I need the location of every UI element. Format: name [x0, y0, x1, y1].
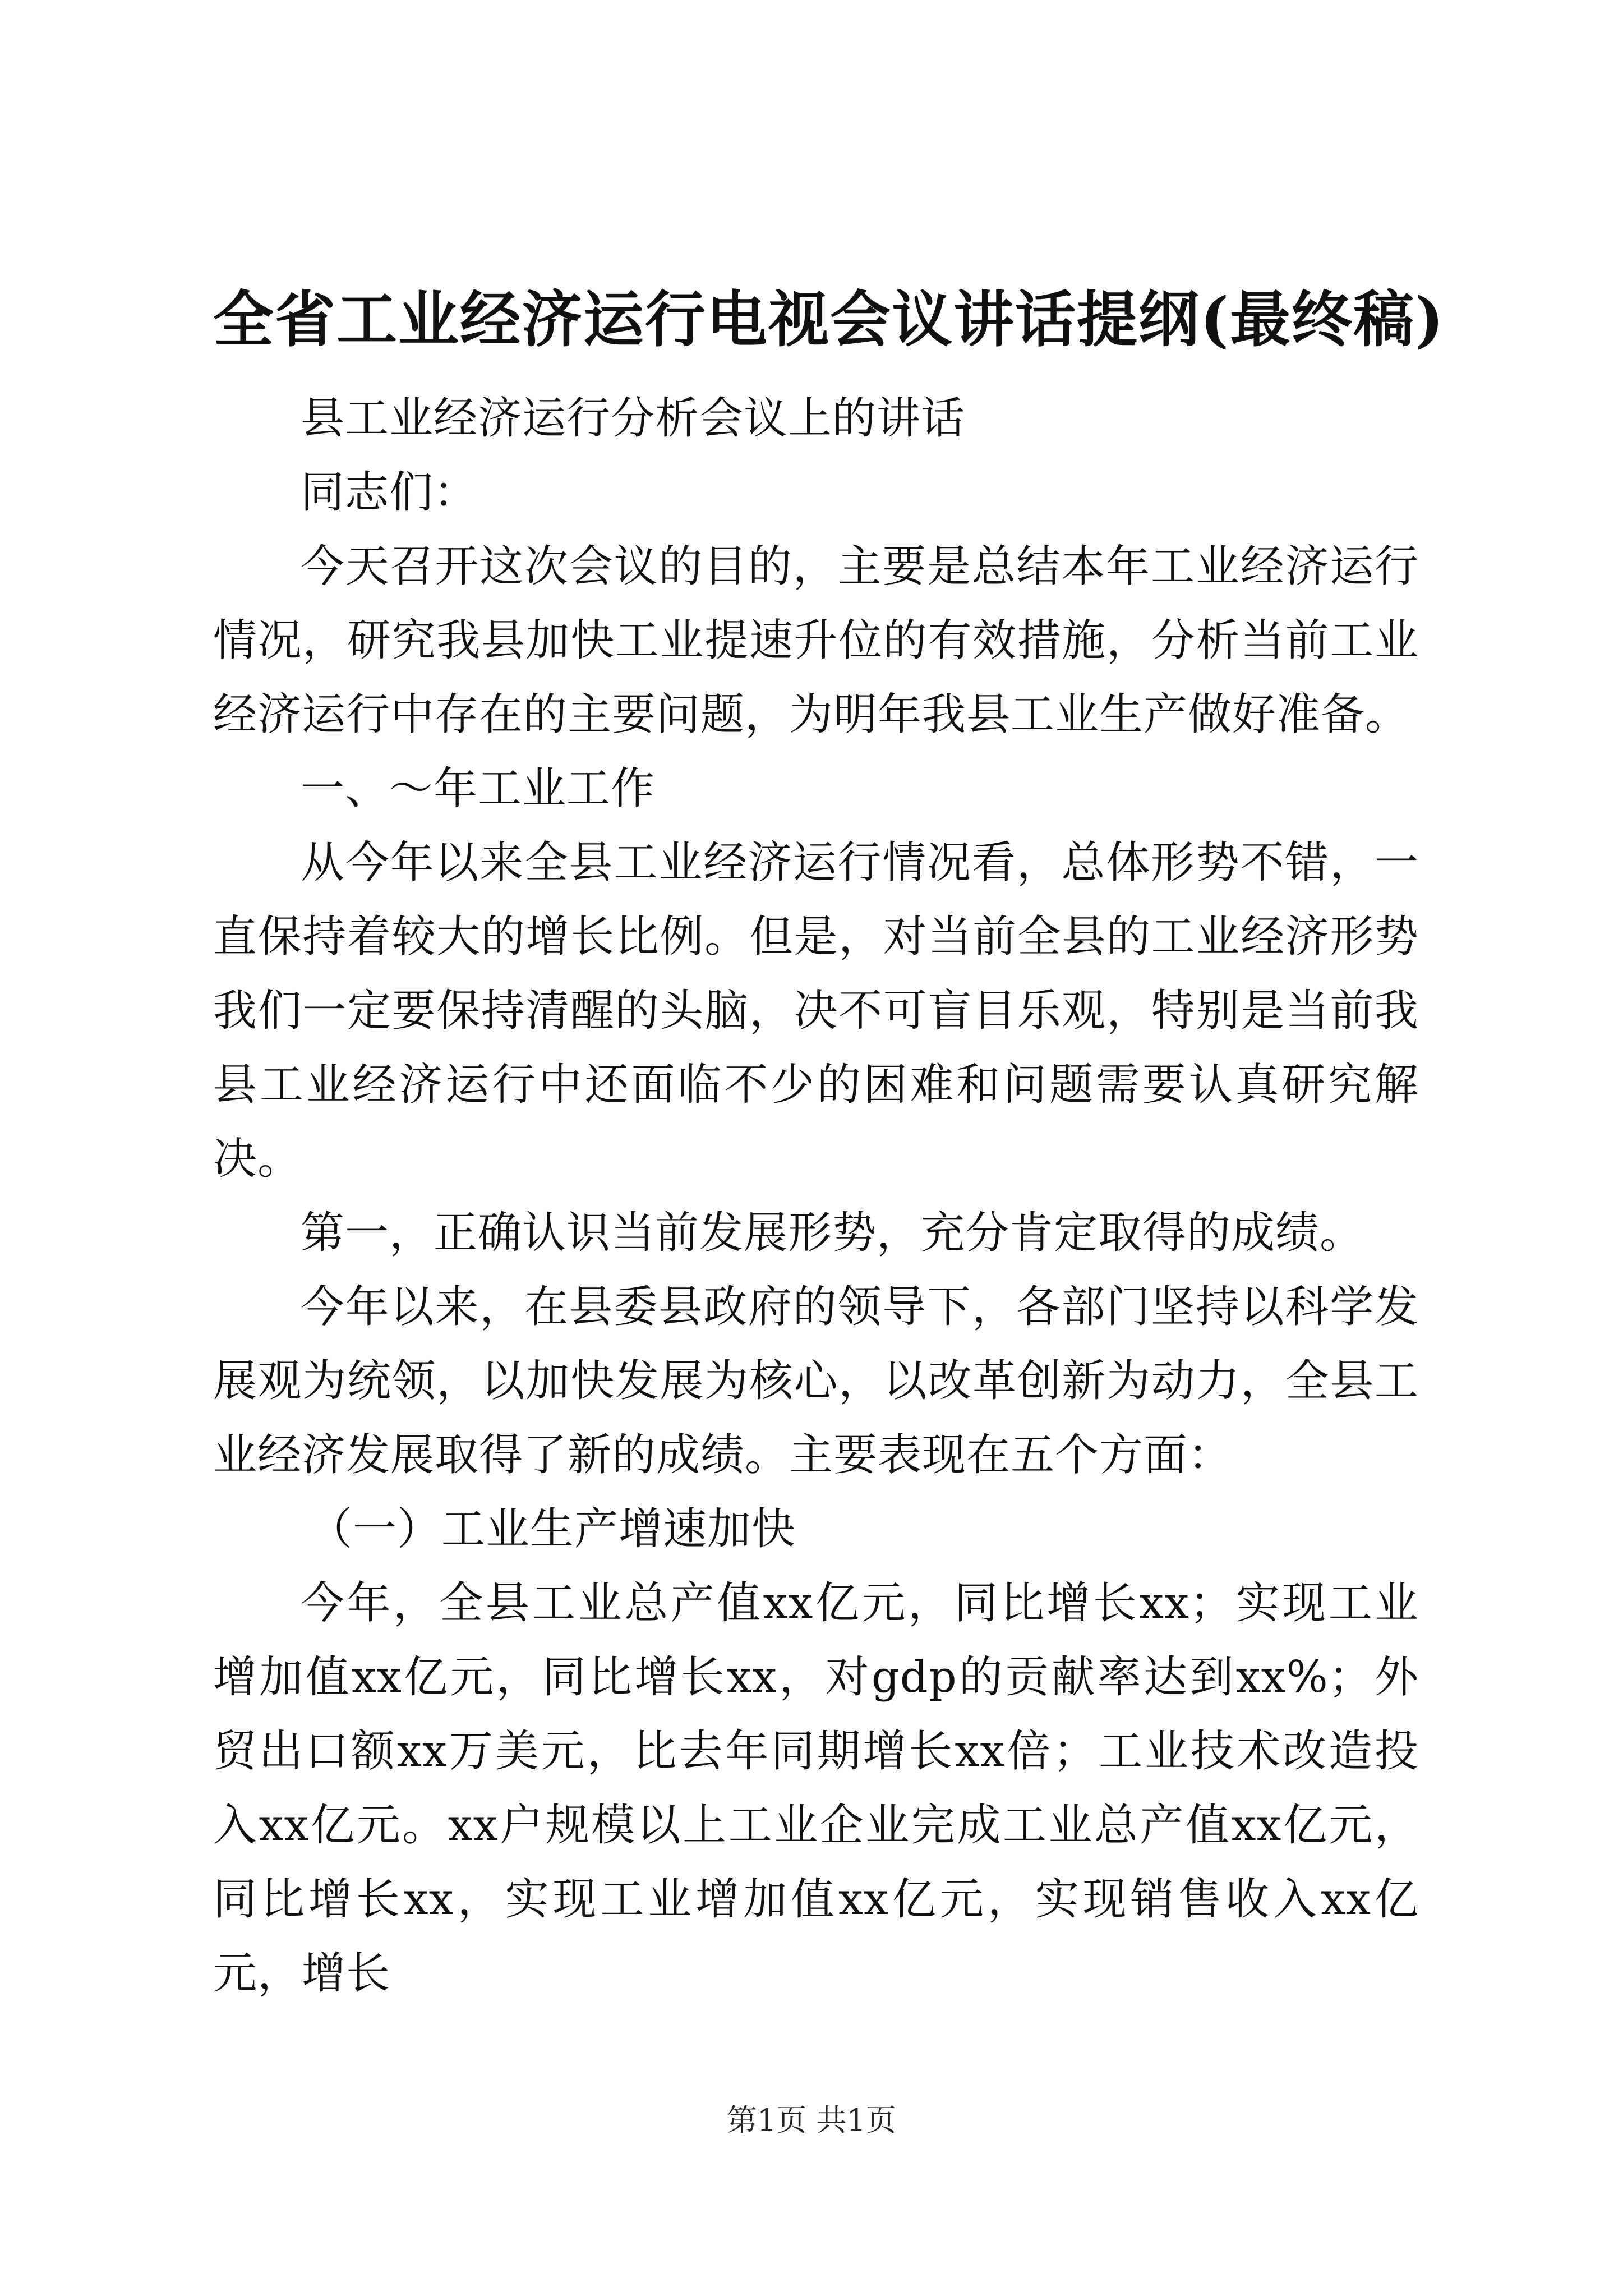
- paragraph: 第一，正确认识当前发展形势，充分肯定取得的成绩。: [301, 1208, 1364, 1258]
- paragraph-subtitle: 县工业经济运行分析会议上的讲话: [301, 393, 966, 444]
- paragraph: 从今年以来全县工业经济运行情况看，总体形势不错，一直保持着较大的增长比例。但是，对当前全县的工业经济形势我们一定要保持清醒的头脑，决不可盲目乐观，特别是当前我县工业经济运行中还面临不少的困难和问题需要认真研究解决。: [213, 838, 1419, 1184]
- document-body: [213, 381, 1419, 2010]
- page-footer: 第1页 共1页: [727, 2102, 896, 2138]
- paragraph: 今年，全县工业总产值xx亿元，同比增长xx；实现工业增加值xx亿元，同比增长xx，对gdp的贡献率达到xx%；外贸出口额xx万美元，比去年同期增长xx倍；工业技术改造投入xx亿元。xx户规模以上工业企业完成工业总产值xx亿元，同比增长xx，实现工业增加值xx亿元，实现销售收入xx亿元，增长: [213, 1578, 1419, 1999]
- paragraph: 今天召开这次会议的目的，主要是总结本年工业经济运行情况，研究我县加快工业提速升位的有效措施，分析当前工业经济运行中存在的主要问题，为明年我县工业生产做好准备。: [213, 541, 1419, 740]
- paragraph: 今年以来，在县委县政府的领导下，各部门坚持以科学发展观为统领，以加快发展为核心，以改革创新为动力，全县工业经济发展取得了新的成绩。主要表现在五个方面：: [213, 1282, 1419, 1480]
- document-title: 全省工业经济运行电视会议讲话提纲(最终稿): [213, 284, 1445, 355]
- section-heading: 一、～年工业工作: [301, 763, 656, 814]
- paragraph-salutation: 同志们：: [301, 467, 478, 518]
- subsection-heading: （一）工业生产增速加快: [308, 1504, 796, 1554]
